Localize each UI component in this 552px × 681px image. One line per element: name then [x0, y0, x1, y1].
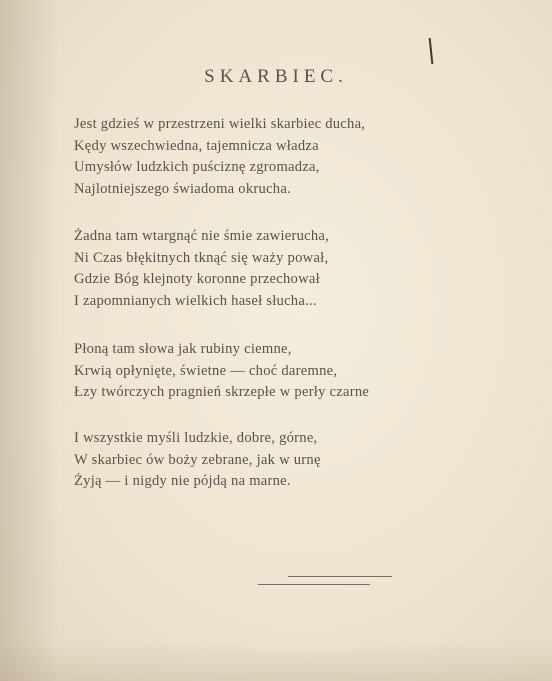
stanza-2 — [74, 226, 544, 312]
verse-line: Umysłów ludzkich puściznę zgromadza, — [74, 159, 320, 175]
verse-line: I wszystkie myśli ludzkie, dobre, górne, — [74, 430, 318, 446]
verse-line: Żadna tam wtargnąć nie śmie zawierucha, — [74, 228, 330, 244]
verse-line: Krwią opłynięte, świetne — choć daremne, — [74, 362, 338, 379]
poem-title: SKARBIEC. — [204, 66, 348, 87]
page-shadow-bottom — [0, 641, 552, 681]
stanza-1 — [74, 114, 544, 200]
verse-line: Płoną tam słowa jak rubiny ciemne, — [74, 341, 292, 357]
page-shadow-left — [0, 0, 60, 681]
pencil-mark — [429, 38, 434, 64]
end-rule-upper — [288, 576, 392, 577]
verse-line: Najlotniejszego świadoma okrucha. — [74, 180, 291, 197]
verse-line: Ni Czas błękitnych tknąć się waży pował, — [74, 249, 329, 266]
verse-line: Jest gdzieś w przestrzeni wielki skarbiec ducha, — [74, 116, 366, 132]
verse-line: Gdzie Bóg klejnoty koronne przechował — [74, 271, 320, 287]
verse-line: Żyją — i nigdy nie pójdą na marne. — [74, 473, 291, 489]
end-rule-lower — [258, 584, 370, 585]
verse-line: Kędy wszechwiedna, tajemnicza władza — [74, 137, 319, 154]
stanza-3 — [74, 339, 544, 404]
verse-line: I zapomnianych wielkich haseł słucha... — [74, 292, 317, 309]
verse-line: Łzy twórczych pragnień skrzepłe w perły czarne — [74, 384, 370, 400]
stanza-4 — [74, 428, 544, 493]
verse-line: W skarbiec ów boży zebrane, jak w urnę — [74, 451, 321, 468]
